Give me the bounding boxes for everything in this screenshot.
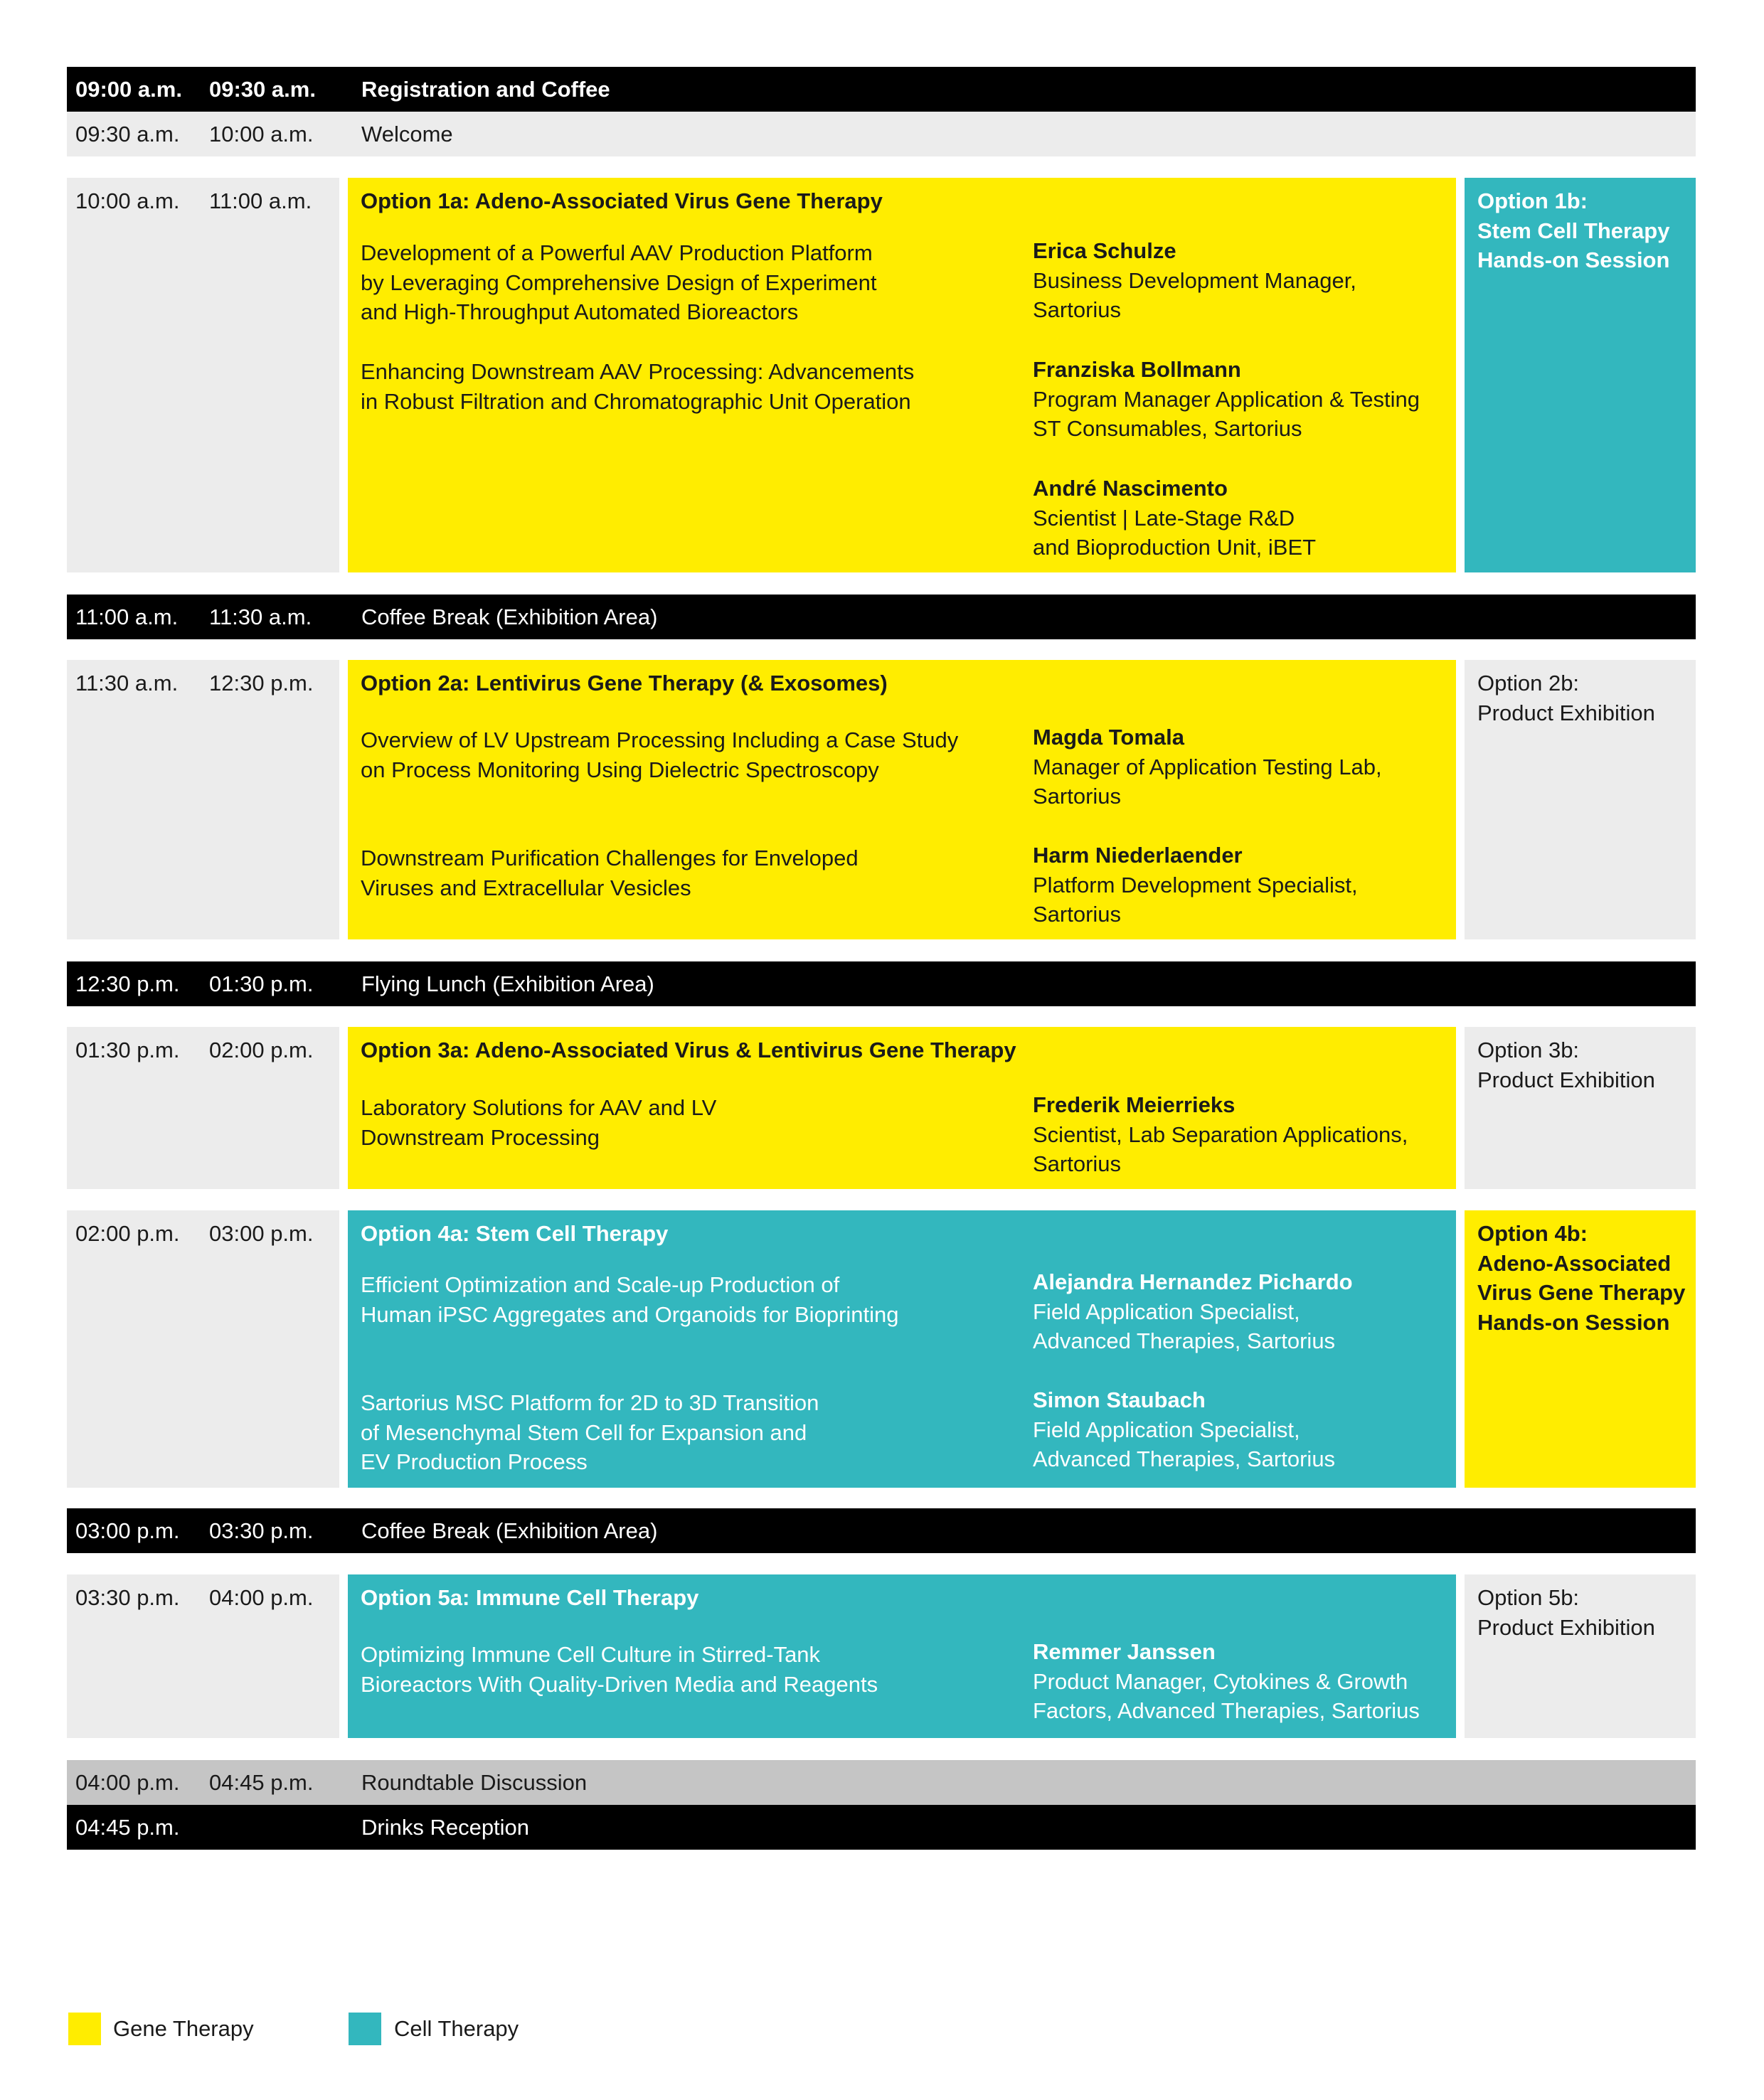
session5-card <box>348 1574 1456 1738</box>
bar-label: Coffee Break (Exhibition Area) <box>361 1518 658 1543</box>
speaker: Frederik Meierrieks Scientist, Lab Separation Applications, Sartorius <box>1033 1092 1408 1176</box>
session5-option-b: Option 5b: Product Exhibition <box>1465 1574 1696 1738</box>
start-time: 03:30 p.m. <box>75 1585 180 1610</box>
talk-title: Overview of LV Upstream Processing Including a Case Study on Process Monitoring Using Dielectric Spectroscopy <box>361 727 959 782</box>
start-time: 03:00 p.m. <box>75 1518 180 1543</box>
legend-cell-swatch <box>349 2013 381 2045</box>
speaker: Magda Tomala Manager of Application Testing Lab, Sartorius <box>1033 725 1382 809</box>
speaker: Simon Staubach Field Application Specialist, Advanced Therapies, Sartorius <box>1033 1387 1336 1471</box>
end-time: 09:30 a.m. <box>209 77 316 102</box>
bar-label: Coffee Break (Exhibition Area) <box>361 604 658 629</box>
talk-title: Sartorius MSC Platform for 2D to 3D Transition of Mesenchymal Stem Cell for Expansion and EV Production Process <box>361 1390 819 1474</box>
speaker: Alejandra Hernandez Pichardo Field Application Specialist, Advanced Therapies, Sartorius <box>1033 1269 1353 1353</box>
bar-label: Flying Lunch (Exhibition Area) <box>361 971 654 996</box>
talk-title: Optimizing Immune Cell Culture in Stirred-Tank Bioreactors With Quality-Driven Media and Reagents <box>361 1642 878 1697</box>
session2-option-b: Option 2b: Product Exhibition <box>1465 660 1696 939</box>
session3-time-cell <box>67 1027 339 1189</box>
talk-title: Efficient Optimization and Scale-up Production of Human iPSC Aggregates and Organoids for Bioprinting <box>361 1272 899 1327</box>
session3-card <box>348 1027 1456 1189</box>
session1-option-b: Option 1b: Stem Cell Therapy Hands-on Session <box>1465 178 1696 572</box>
end-time: 04:00 p.m. <box>209 1585 314 1610</box>
start-time: 02:00 p.m. <box>75 1221 180 1246</box>
drinks-bar <box>67 1805 1696 1850</box>
session4-card <box>348 1210 1456 1488</box>
coffee-break-bar <box>67 595 1696 639</box>
end-time: 04:45 p.m. <box>209 1770 314 1795</box>
talk-title: Development of a Powerful AAV Production Platform by Leveraging Comprehensive Design of Experiment and High-Throughput Automated Bioreactors <box>361 240 877 324</box>
session-title: Option 3a: Adeno-Associated Virus & Lentivirus Gene Therapy <box>361 1038 1016 1062</box>
speaker: Franziska Bollmann Program Manager Application & Testing ST Consumables, Sartorius <box>1033 357 1420 441</box>
speaker: Harm Niederlaender Platform Development Specialist, Sartorius <box>1033 843 1358 927</box>
bar-label: Registration and Coffee <box>361 77 610 102</box>
session1-card <box>348 178 1456 572</box>
end-time: 11:00 a.m. <box>209 188 312 213</box>
end-time: 10:00 a.m. <box>209 122 314 146</box>
end-time: 02:00 p.m. <box>209 1038 314 1062</box>
session4-time-cell <box>67 1210 339 1488</box>
start-time: 01:30 p.m. <box>75 1038 180 1062</box>
talk-title: Enhancing Downstream AAV Processing: Advancements in Robust Filtration and Chromatographic Unit Operation <box>361 359 915 414</box>
session1-time-cell <box>67 178 339 572</box>
start-time: 10:00 a.m. <box>75 188 180 213</box>
legend-cell-label: Cell Therapy <box>394 2016 519 2041</box>
end-time: 03:30 p.m. <box>209 1518 314 1543</box>
session3-option-b: Option 3b: Product Exhibition <box>1465 1027 1696 1189</box>
session2-time-cell <box>67 660 339 939</box>
speaker: Remmer Janssen Product Manager, Cytokines & Growth Factors, Advanced Therapies, Sartorius <box>1033 1639 1420 1723</box>
bar-label: Welcome <box>361 122 453 146</box>
coffee-break-bar <box>67 1508 1696 1553</box>
start-time: 04:45 p.m. <box>75 1815 180 1840</box>
lunch-bar <box>67 961 1696 1006</box>
end-time: 12:30 p.m. <box>209 671 314 695</box>
legend-gene-swatch <box>68 2013 101 2045</box>
bar-label: Drinks Reception <box>361 1815 530 1840</box>
start-time: 09:30 a.m. <box>75 122 180 146</box>
roundtable-bar <box>67 1760 1696 1805</box>
session4-option-b: Option 4b: Adeno-Associated Virus Gene Therapy Hands-on Session <box>1465 1210 1696 1488</box>
session-title: Option 5a: Immune Cell Therapy <box>361 1585 699 1610</box>
talk-title: Downstream Purification Challenges for Enveloped Viruses and Extracellular Vesicles <box>361 846 859 900</box>
start-time: 11:00 a.m. <box>75 604 179 629</box>
start-time: 12:30 p.m. <box>75 971 180 996</box>
start-time: 09:00 a.m. <box>75 77 182 102</box>
talk-title: Laboratory Solutions for AAV and LV Downstream Processing <box>361 1095 717 1150</box>
end-time: 11:30 a.m. <box>209 604 312 629</box>
speaker: Erica Schulze Business Development Manager, Sartorius <box>1033 238 1356 322</box>
end-time: 03:00 p.m. <box>209 1221 314 1246</box>
session2-card <box>348 660 1456 939</box>
legend-gene-label: Gene Therapy <box>113 2016 254 2041</box>
welcome-bar <box>67 112 1696 156</box>
speaker: André Nascimento Scientist | Late-Stage R&D and Bioproduction Unit, iBET <box>1033 476 1317 560</box>
session-title: Option 4a: Stem Cell Therapy <box>361 1221 669 1246</box>
end-time: 01:30 p.m. <box>209 971 314 996</box>
registration-bar <box>67 67 1696 112</box>
bar-label: Roundtable Discussion <box>361 1770 588 1795</box>
session5-time-cell <box>67 1574 339 1738</box>
session-title: Option 2a: Lentivirus Gene Therapy (& Exosomes) <box>361 671 888 695</box>
start-time: 11:30 a.m. <box>75 671 179 695</box>
session-title: Option 1a: Adeno-Associated Virus Gene Therapy <box>361 188 883 213</box>
start-time: 04:00 p.m. <box>75 1770 180 1795</box>
